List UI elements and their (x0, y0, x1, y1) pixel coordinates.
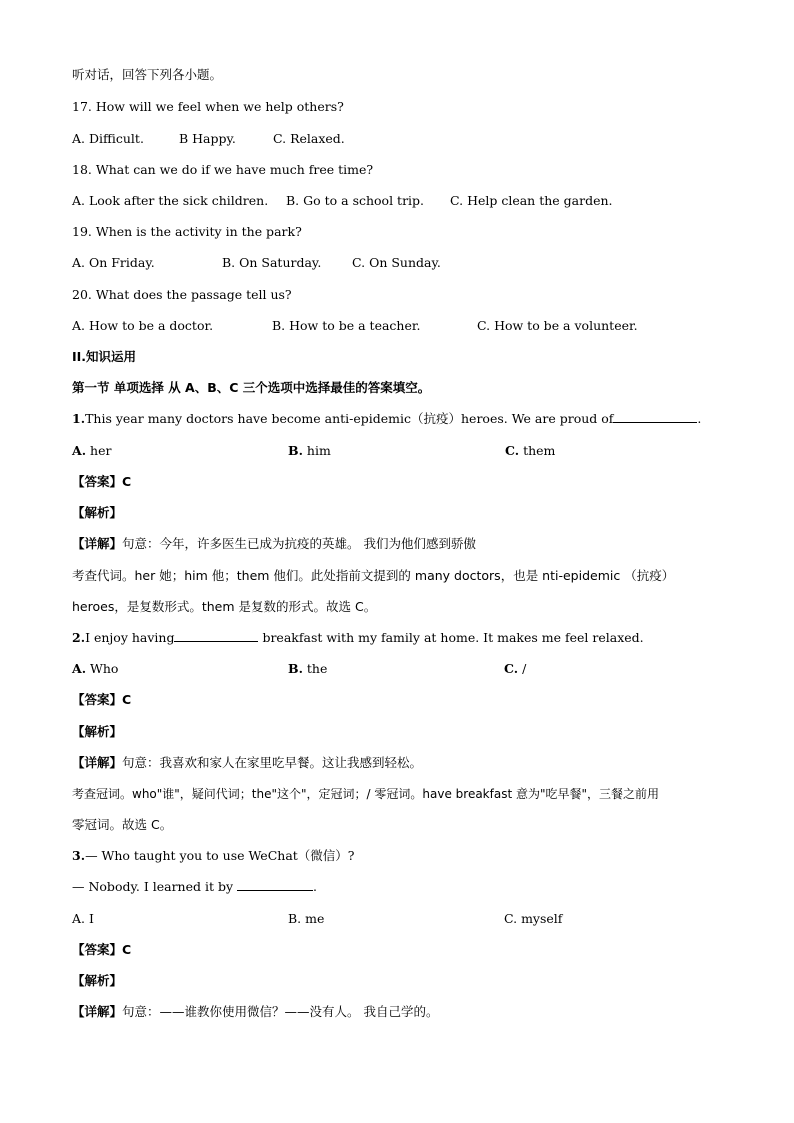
option-a: A. her (72, 443, 112, 458)
stem-end: . (697, 411, 702, 426)
item-3-analysis-label: 【解析】 (72, 973, 123, 988)
answer-label: 【答案】 (72, 942, 123, 957)
question-17: 17. How will we feel when we help others? (72, 99, 344, 114)
detail-label: 【详解】 (72, 536, 123, 551)
option-a: A. Difficult. (72, 131, 144, 146)
option-a: A. I (72, 911, 94, 926)
item-1-detail-2: 考查代词。her 她；him 他；them 他们。此处指前文提到的 many doctors，也是 nti-epidemic （抗疫） (72, 568, 675, 583)
detail-label: 【详解】 (72, 1004, 123, 1019)
item-number: 2. (72, 630, 86, 645)
item-1-analysis-label: 【解析】 (72, 505, 123, 520)
item-2-detail-2: 考查冠词。who"谁"，疑问代词；the"这个"，定冠词；/ 零冠词。have breakfast 意为"吃早餐"，三餐之前用 (72, 787, 660, 801)
option-b: B. On Saturday. (222, 255, 322, 270)
option-c: C. / (504, 661, 527, 676)
item-2-answer (72, 691, 131, 709)
listening-intro: 听对话，回答下列各小题。 (72, 67, 223, 82)
answer-blank (613, 410, 697, 423)
item-3-options (72, 910, 722, 928)
option-c: C. On Sunday. (352, 255, 441, 270)
answer-value: C (122, 474, 132, 489)
option-c: C. Relaxed. (273, 131, 345, 146)
question-19: 19. When is the activity in the park? (72, 224, 302, 239)
option-c: C. myself (504, 911, 563, 926)
options-20 (72, 317, 722, 335)
stem-end: breakfast with my family at home. It makes me feel relaxed. (258, 630, 644, 645)
reply-text: — Nobody. I learned it by (72, 879, 238, 894)
answer-label: 【答案】 (72, 474, 123, 489)
item-number: 3. (72, 848, 86, 863)
item-1-detail (72, 535, 476, 553)
option-b: B. me (288, 911, 325, 926)
option-a: A. How to be a doctor. (72, 318, 214, 333)
option-c: C. Help clean the garden. (450, 193, 613, 208)
option-c: C. them (505, 443, 556, 458)
answer-blank (174, 629, 258, 642)
item-2-analysis-label: 【解析】 (72, 724, 123, 739)
detail-text: 句意：今年，许多医生已成为抗疫的英雄。 我们为他们感到骄傲 (122, 536, 476, 551)
option-a: A. Who (72, 661, 119, 676)
detail-label: 【详解】 (72, 755, 123, 770)
option-b: B. him (288, 443, 331, 458)
section-heading: II.知识运用 (72, 349, 137, 364)
option-b: B. How to be a teacher. (272, 318, 421, 333)
item-1-options (72, 442, 722, 460)
item-2-stem (72, 629, 644, 647)
item-3-answer (72, 941, 131, 959)
question-20: 20. What does the passage tell us? (72, 287, 292, 302)
item-1-stem (72, 410, 701, 428)
options-17 (72, 130, 722, 148)
option-a: A. On Friday. (72, 255, 155, 270)
item-3-stem (72, 847, 355, 865)
answer-value: C (122, 942, 132, 957)
section-subheading: 第一节 单项选择 从 A、B、C 三个选项中选择最佳的答案填空。 (72, 380, 431, 395)
reply-end: . (313, 879, 317, 894)
item-3-detail (72, 1003, 439, 1021)
item-3-reply (72, 878, 317, 896)
answer-blank (237, 878, 313, 891)
item-1-detail-3: heroes，是复数形式。them 是复数的形式。故选 C。 (72, 599, 377, 614)
detail-text: 句意：我喜欢和家人在家里吃早餐。这让我感到轻松。 (122, 755, 423, 770)
option-c: C. How to be a volunteer. (477, 318, 638, 333)
option-b: B Happy. (179, 131, 236, 146)
answer-value: C (122, 692, 132, 707)
stem-text: This year many doctors have become anti-epidemic（抗疫）heroes. We are proud of (85, 411, 614, 426)
item-1-answer (72, 473, 131, 491)
option-b: B. the (288, 661, 328, 676)
item-number: 1. (72, 411, 86, 426)
option-a: A. Look after the sick children. (72, 193, 269, 208)
stem-text: I enjoy having (85, 630, 175, 645)
option-b: B. Go to a school trip. (286, 193, 425, 208)
options-18 (72, 192, 722, 210)
options-19 (72, 254, 722, 272)
answer-label: 【答案】 (72, 692, 123, 707)
item-2-detail-3: 零冠词。故选 C。 (72, 817, 173, 832)
question-18: 18. What can we do if we have much free time? (72, 162, 374, 177)
detail-text: 句意：——谁教你使用微信？——没有人。 我自己学的。 (122, 1004, 439, 1019)
stem-text: — Who taught you to use WeChat（微信）? (85, 848, 355, 863)
item-2-detail (72, 754, 422, 772)
item-2-options (72, 660, 722, 678)
